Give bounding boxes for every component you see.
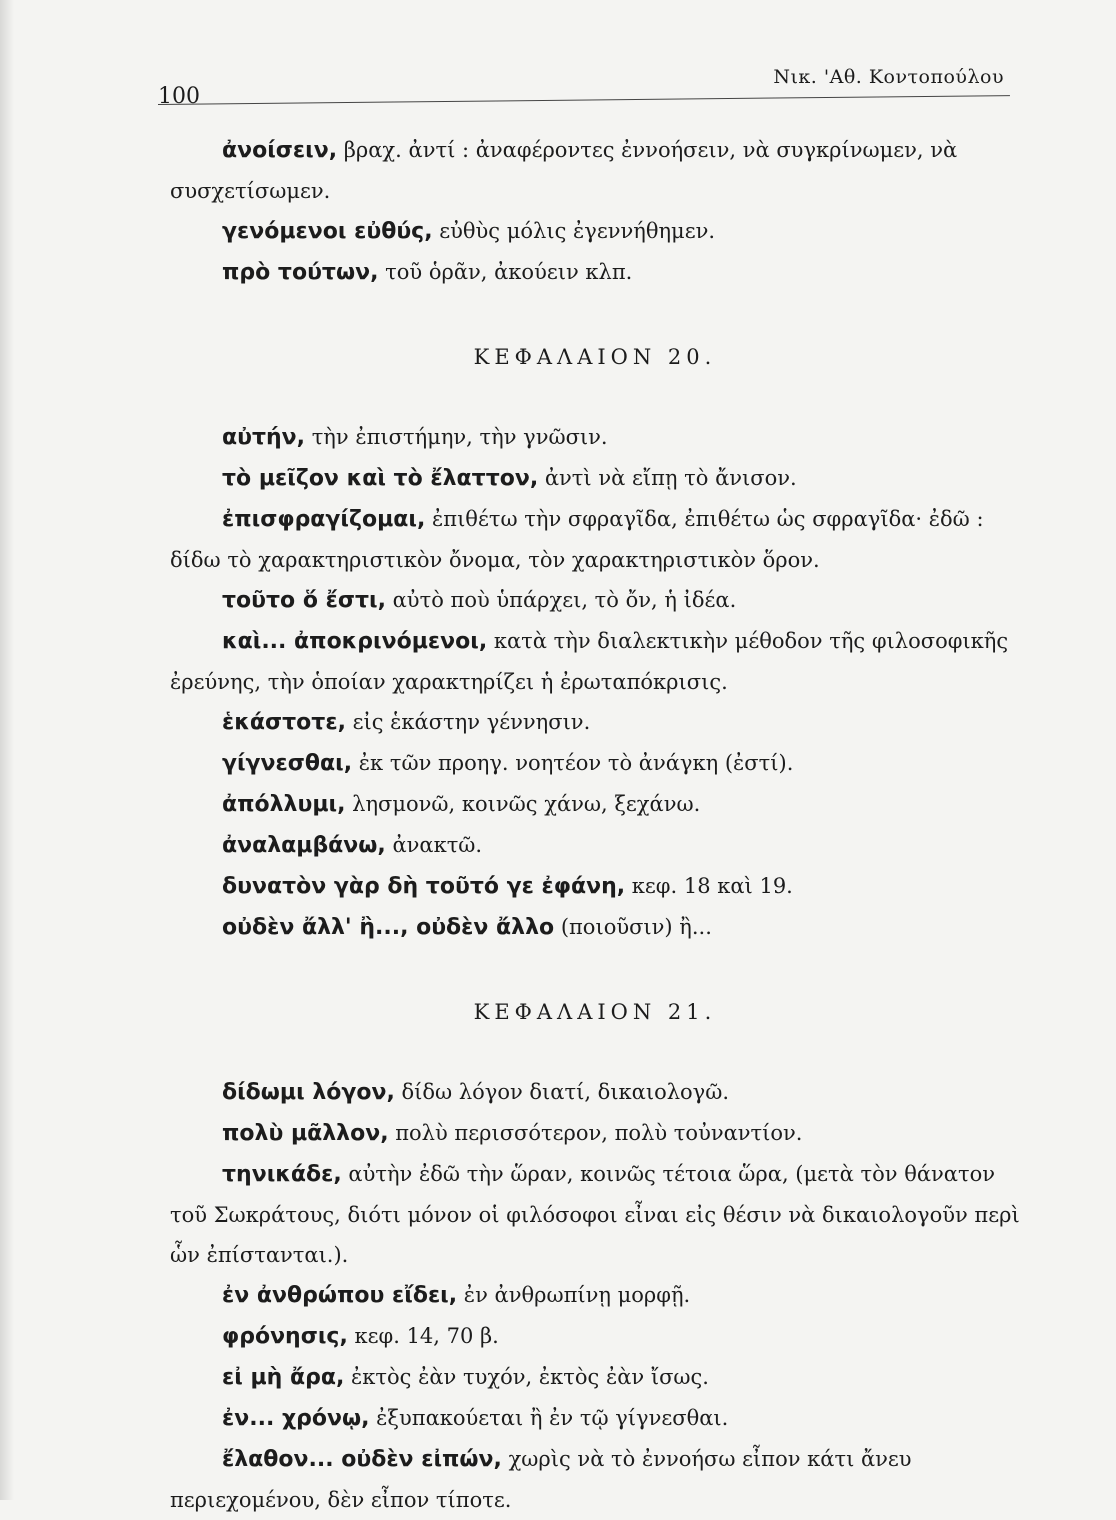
headword: ἔλαθον... οὐδὲν εἰπών, (222, 1447, 502, 1472)
headword: φρόνησις, (222, 1324, 348, 1349)
glossary-entry (170, 211, 1020, 252)
gloss: (ποιοῦσιν) ἢ... (554, 915, 712, 939)
gloss: ἐπιθέτω τὴν σφραγῖδα, ἐπιθέτω ὡς σφραγῖδα· ἐδῶ : δίδω τὸ χαρακτηριστικὸν ὄνομα, τὸν χαρακτηριστικὸν ὅρον. (170, 507, 984, 572)
headword: ἐν ἀνθρώπου εἴδει, (222, 1283, 458, 1308)
headword: καὶ... ἀποκρινόμενοι, (222, 629, 488, 654)
glossary-entry (170, 1113, 1020, 1154)
gloss: τὴν ἐπιστήμην, τὴν γνῶσιν. (305, 425, 608, 449)
gloss: ἐξυπακούεται ἢ ἐν τῷ γίγνεσθαι. (369, 1406, 729, 1430)
headword: πολὺ μᾶλλον, (222, 1121, 389, 1146)
gloss: ἐκτὸς ἐὰν τυχόν, ἐκτὸς ἐὰν ἴσως. (344, 1365, 709, 1389)
headword: τηνικάδε, (222, 1162, 342, 1187)
headword: ἀνοίσειν, (222, 138, 338, 163)
gloss: ἐκ τῶν προηγ. νοητέον τὸ ἀνάγκη (ἐστί). (352, 751, 794, 775)
running-head: Νικ. 'Αθ. Κοντοπούλου (773, 66, 1004, 88)
gloss: λησμονῶ, κοινῶς χάνω, ξεχάνω. (345, 792, 701, 816)
glossary-entry (170, 784, 1020, 825)
headword: γίγνεσθαι, (222, 751, 353, 776)
gloss: αὐτὴν ἐδῶ τὴν ὥραν, κοινῶς τέτοια ὥρα, (μετὰ τὸν θάνατον τοῦ Σωκράτους, διότι μόνον οἱ φιλόσοφοι εἶναι εἰς θέσιν νὰ δικαιολογοῦν περὶ ὧν ἐπίστανται.). (170, 1162, 1020, 1267)
gloss: ἐν ἀνθρωπίνῃ μορφῇ. (457, 1283, 691, 1307)
glossary-entry (170, 252, 1020, 293)
headword: οὐδὲν ἄλλ' ἢ..., οὐδὲν ἄλλο (222, 915, 555, 940)
headword: ἐν... χρόνῳ, (222, 1406, 370, 1431)
entries-block-0 (170, 130, 1020, 293)
gloss: δίδω λόγον διατί, δικαιολογῶ. (394, 1080, 730, 1104)
gloss: κεφ. 14, 70 β. (347, 1324, 499, 1348)
chapter-heading-20: ΚΕΦΑΛΑΙΟΝ 20. (473, 345, 717, 369)
glossary-entry (170, 1316, 1020, 1357)
entries-block-2 (170, 1072, 1020, 1520)
gloss: εἰς ἑκάστην γέννησιν. (345, 710, 591, 734)
headword: αὐτήν, (222, 425, 306, 450)
glossary-entry (170, 1398, 1020, 1439)
glossary-entry (170, 1154, 1020, 1275)
glossary-entry (170, 417, 1020, 458)
headword: πρὸ τούτων, (222, 260, 379, 285)
gloss: ἀντὶ νὰ εἴπῃ τὸ ἄνισον. (538, 466, 797, 490)
glossary-entry (170, 1439, 1020, 1520)
glossary-entry (170, 1357, 1020, 1398)
gloss: πολὺ περισσότερον, πολὺ τοὐναντίον. (388, 1121, 803, 1145)
glossary-entry (170, 499, 1020, 580)
glossary-entry (170, 907, 1020, 948)
gloss: χωρὶς νὰ τὸ ἐννοήσω εἶπον κάτι ἄνευ περιεχομένου, δὲν εἶπον τίποτε. (170, 1447, 912, 1512)
header-rule (158, 95, 1010, 105)
headword: τὸ μεῖζον καὶ τὸ ἔλαττον, (222, 466, 539, 491)
glossary-entry (170, 702, 1020, 743)
headword: τοῦτο ὅ ἔστι, (222, 588, 386, 613)
glossary-entry (170, 580, 1020, 621)
headword: ἐπισφραγίζομαι, (222, 507, 426, 532)
entries-block-1 (170, 417, 1020, 948)
glossary-entry (170, 825, 1020, 866)
glossary-entry (170, 621, 1020, 702)
glossary-entry (170, 130, 1020, 211)
gloss: βραχ. ἀντί : ἀναφέροντες ἐννοήσειν, νὰ συγκρίνωμεν, νὰ συσχετίσωμεν. (170, 138, 958, 203)
gloss: κατὰ τὴν διαλεκτικὴν μέθοδον τῆς φιλοσοφικῆς ἐρεύνης, τὴν ὁποίαν χαρακτηρίζει ἡ ἐρωταπόκρισις. (170, 629, 1009, 694)
headword: εἰ μὴ ἄρα, (222, 1365, 345, 1390)
glossary-entry (170, 458, 1020, 499)
chapter-heading-21: ΚΕΦΑΛΑΙΟΝ 21. (473, 1000, 717, 1024)
gloss: αὐτὸ ποὺ ὑπάρχει, τὸ ὄν, ἡ ἰδέα. (385, 588, 737, 612)
headword: ἑκάστοτε, (222, 710, 346, 735)
glossary-entry (170, 1275, 1020, 1316)
gloss: εὐθὺς μόλις ἐγεννήθημεν. (432, 219, 716, 243)
page-number: 100 (158, 84, 200, 109)
headword: ἀπόλλυμι, (222, 792, 346, 817)
gloss: ἀνακτῶ. (385, 833, 483, 857)
glossary-entry (170, 743, 1020, 784)
glossary-entry (170, 1072, 1020, 1113)
page-body (170, 130, 1020, 1520)
headword: δυνατὸν γὰρ δὴ τοῦτό γε ἐφάνη, (222, 874, 626, 899)
headword: γενόμενοι εὐθύς, (222, 219, 433, 244)
gloss: τοῦ ὁρᾶν, ἀκούειν κλπ. (378, 260, 633, 284)
headword: ἀναλαμβάνω, (222, 833, 386, 858)
glossary-entry (170, 866, 1020, 907)
headword: δίδωμι λόγον, (222, 1080, 395, 1105)
gloss: κεφ. 18 καὶ 19. (625, 874, 793, 898)
